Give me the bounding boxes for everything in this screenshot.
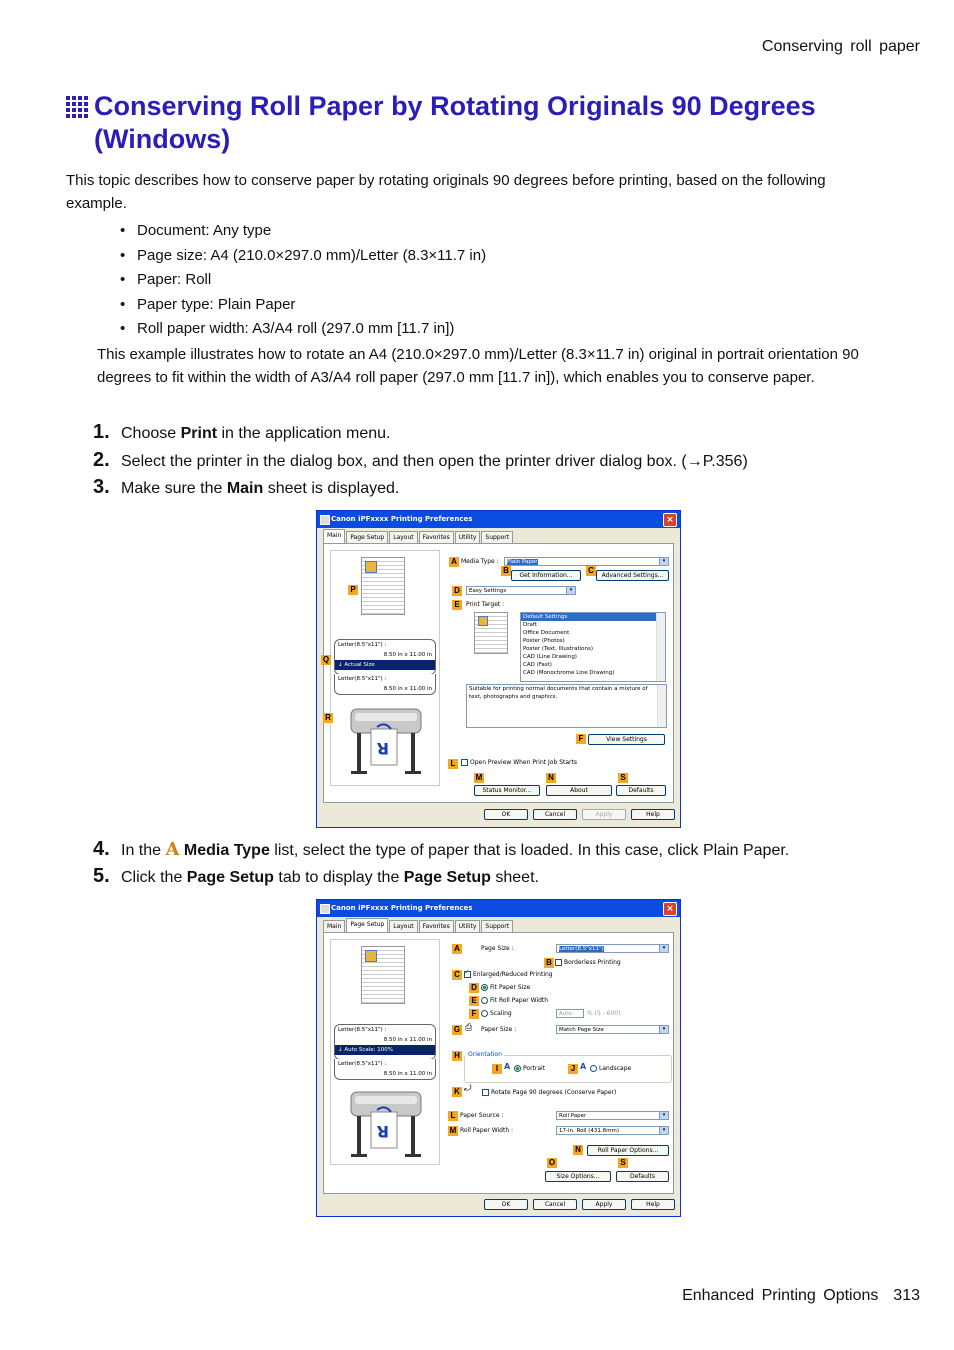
radio-selected-icon — [481, 984, 488, 991]
callout-label-c: C — [586, 566, 596, 576]
open-preview-label: Open Preview When Print Job Starts — [470, 759, 577, 766]
step-number: 3. — [93, 476, 110, 498]
step-text: in the application menu. — [217, 425, 391, 442]
checkbox-icon — [555, 959, 562, 966]
scrollbar[interactable] — [657, 685, 666, 727]
borderless-checkbox[interactable] — [555, 959, 621, 967]
radio-icon — [481, 997, 488, 1004]
tab-main[interactable]: Main — [323, 920, 345, 932]
scaling-range: % (5 - 600) — [587, 1010, 621, 1017]
list-item[interactable]: CAD (Line Drawing) — [523, 654, 577, 660]
step-text: sheet is displayed. — [263, 480, 400, 497]
example-paragraph: This example illustrates how to rotate an A4 (210.0×297.0 mm)/Letter (8.3×11.7 in) original in portrait orientation 90 degrees to fit within the width of A3/A4 roll paper (297.0 mm [11.7 in]), which enables you to conserve paper. — [97, 346, 859, 386]
printer-illustration — [341, 1082, 431, 1162]
step-5 — [93, 865, 539, 889]
roll-width-value: 17-in. Roll (431.8mm) — [559, 1128, 619, 1134]
fit-paper-label: Fit Paper Size — [490, 984, 531, 991]
ok-button[interactable]: OK — [484, 809, 528, 820]
radio-icon — [481, 1010, 488, 1017]
callout-label-r: R — [323, 713, 333, 723]
portrait-radio[interactable] — [514, 1065, 545, 1073]
open-preview-checkbox[interactable] — [461, 759, 577, 767]
fit-roll-width-radio[interactable] — [481, 997, 548, 1005]
tab-support[interactable]: Support — [481, 531, 513, 543]
list-item[interactable]: Poster (Text, Illustrations) — [523, 646, 594, 652]
view-settings-button[interactable]: View Settings — [588, 734, 665, 745]
landscape-label: Landscape — [599, 1065, 632, 1072]
callout-label-o: O — [548, 1158, 556, 1167]
dialog-title: Canon iPFxxxx Printing Preferences — [331, 904, 473, 912]
step-number: 4. — [93, 838, 110, 860]
print-target-label: Print Target : — [466, 601, 505, 608]
scaling-label: Scaling — [490, 1010, 512, 1017]
image-placeholder-icon — [478, 616, 488, 626]
callout-label-d: D — [469, 983, 479, 993]
apply-button[interactable]: Apply — [582, 1199, 626, 1210]
callout-label-k: K — [452, 1087, 462, 1097]
tab-page-setup[interactable]: Page Setup — [346, 918, 388, 932]
help-button[interactable]: Help — [631, 1199, 675, 1210]
chevron-down-icon: ▾ — [659, 558, 668, 565]
list-item[interactable]: CAD (Monochrome Line Drawing) — [523, 670, 615, 676]
size-info-box — [334, 1024, 436, 1060]
callout-label-j: J — [568, 1064, 578, 1074]
page-size-select[interactable] — [556, 944, 669, 953]
description-text: Suitable for printing normal documents that contain a mixture of text, photographs and graphics. — [469, 686, 648, 700]
fit-paper-size-radio[interactable] — [481, 984, 530, 992]
print-preview-area — [330, 550, 440, 786]
get-information-button[interactable]: Get Information... — [511, 570, 581, 581]
callout-label-f: F — [469, 1009, 479, 1019]
tab-layout[interactable]: Layout — [389, 531, 417, 543]
paper-source-label: Paper Source : — [460, 1112, 504, 1119]
status-monitor-button[interactable]: Status Monitor... — [474, 785, 540, 796]
page-size-value: Letter(8.5"x11") — [559, 946, 604, 952]
callout-label-h: H — [452, 1051, 462, 1061]
list-item[interactable]: Draft — [523, 622, 537, 628]
checkbox-checked-icon — [464, 971, 471, 978]
step-number: 1. — [93, 421, 110, 443]
chevron-down-icon: ▾ — [659, 945, 668, 952]
paper-source-select[interactable] — [556, 1111, 669, 1120]
callout-letter-a: A — [165, 839, 180, 860]
list-item[interactable]: Default Settings — [521, 613, 665, 621]
enlarged-label: Enlarged/Reduced Printing — [473, 971, 553, 978]
callout-label-m: M — [449, 1126, 457, 1135]
step-number: 2. — [93, 449, 110, 471]
borderless-label: Borderless Printing — [564, 959, 621, 966]
callout-label-s: S — [618, 773, 628, 783]
printing-preferences-dialog-main — [316, 510, 681, 828]
print-target-thumbnail — [474, 612, 508, 654]
portrait-icon: A — [504, 1062, 511, 1071]
running-header: Conserving roll paper — [761, 38, 920, 55]
callout-label-n: N — [546, 773, 556, 783]
page-preview-thumbnail — [361, 946, 405, 1004]
fit-roll-label: Fit Roll Paper Width — [490, 997, 549, 1004]
image-placeholder-icon — [365, 561, 377, 573]
step-bold: Media Type — [179, 842, 270, 859]
callout-label-p: P — [348, 585, 358, 595]
tab-favorites[interactable]: Favorites — [419, 920, 454, 932]
easy-settings-value: Easy Settings — [469, 588, 507, 594]
checkbox-icon — [482, 1089, 489, 1096]
media-type-select[interactable] — [504, 557, 669, 566]
step-text: Make sure the — [121, 480, 227, 497]
print-preview-area — [330, 939, 440, 1165]
callout-label-a: A — [449, 557, 459, 567]
bullet-roll-width: • Roll paper width: A3/A4 roll (297.0 mm [11.7 in]) — [120, 317, 486, 342]
list-item[interactable]: Poster (Photos) — [523, 638, 565, 644]
image-placeholder-icon — [365, 950, 377, 962]
output-size-label: Letter(8.5"x11") : — [338, 1061, 387, 1067]
advanced-settings-button[interactable]: Advanced Settings... — [596, 570, 669, 581]
help-button[interactable]: Help — [631, 809, 675, 820]
step-2 — [93, 449, 748, 473]
media-type-value: Plain Paper — [507, 559, 538, 565]
step-3 — [93, 476, 399, 500]
callout-label-f: F — [576, 734, 586, 744]
footer-section: Enhanced Printing Options — [682, 1287, 879, 1304]
paper-size-icon: ⎙ — [465, 1023, 473, 1033]
page-setup-sheet-panel — [323, 932, 674, 1194]
section-grid-icon — [66, 96, 88, 118]
dialog-title: Canon iPFxxxx Printing Preferences — [331, 515, 473, 523]
callout-label-i: I — [492, 1064, 502, 1074]
landscape-icon: A — [580, 1062, 587, 1071]
size-info-box — [334, 639, 436, 675]
intro-paragraph: This topic describes how to conserve paper by rotating originals 90 degrees before printing, based on the following example. — [66, 172, 826, 212]
output-size-value: 8.50 in x 11.00 in — [383, 686, 432, 692]
scale-mode-text: Actual Size — [344, 662, 375, 668]
scaling-input[interactable] — [556, 1009, 584, 1018]
tab-support[interactable]: Support — [481, 920, 513, 932]
scrollbar[interactable] — [656, 613, 665, 681]
close-icon[interactable]: × — [663, 513, 677, 527]
callout-label-n: N — [573, 1145, 583, 1155]
easy-settings-select[interactable] — [466, 586, 576, 595]
bullet-paper: • Paper: Roll — [120, 268, 486, 293]
step-bold: Page Setup — [186, 869, 274, 886]
tab-bar — [323, 920, 514, 932]
callout-label-e: E — [452, 600, 462, 610]
output-size-box — [334, 1059, 436, 1080]
enlarged-reduced-checkbox[interactable] — [464, 971, 553, 979]
svg-text:R: R — [376, 1122, 389, 1141]
page-title: Conserving Roll Paper by Rotating Originals 90 Degrees (Windows) — [94, 91, 816, 154]
callout-label-b: B — [544, 958, 554, 968]
roll-paper-options-button[interactable]: Roll Paper Options... — [587, 1145, 669, 1156]
paper-source-value: Roll Paper — [559, 1113, 587, 1119]
chevron-down-icon: ▾ — [659, 1026, 668, 1033]
tab-main[interactable]: Main — [323, 529, 345, 543]
printer-illustration — [341, 699, 431, 779]
tab-bar — [323, 531, 514, 543]
print-target-list[interactable] — [520, 612, 666, 682]
rotate-page-label: Rotate Page 90 degrees (Conserve Paper) — [491, 1089, 617, 1096]
tab-page-setup[interactable]: Page Setup — [346, 531, 388, 543]
dialog-titlebar — [317, 511, 680, 528]
step-text: Click the — [121, 869, 187, 886]
step-text: In the — [121, 842, 166, 859]
original-size-label: Letter(8.5"x11") : — [338, 642, 387, 648]
rotate-page-icon: ⤾ — [464, 1084, 472, 1094]
defaults-button[interactable]: Defaults — [616, 785, 666, 796]
chevron-down-icon: ▾ — [566, 587, 575, 594]
radio-icon — [590, 1065, 597, 1072]
ok-button[interactable]: OK — [484, 1199, 528, 1210]
callout-label-a: A — [452, 944, 462, 954]
step-number: 5. — [93, 865, 110, 887]
dialog-titlebar — [317, 900, 680, 917]
printing-preferences-dialog-page-setup — [316, 899, 681, 1217]
page-size-label: Page Size : — [481, 945, 514, 952]
step-text: Select the printer in the dialog box, and then open the printer driver dialog box. (→P.356) — [121, 453, 748, 470]
orientation-group-title: Orientation — [468, 1051, 502, 1058]
chevron-down-icon: ▾ — [659, 1112, 668, 1119]
example-bullet-list — [120, 219, 486, 342]
bullet-document: • Document: Any type — [120, 219, 486, 244]
callout-label-g: G — [453, 1025, 461, 1034]
auto-scale-row: ↓ Auto Scale: 100% — [335, 1045, 435, 1055]
tab-utility[interactable]: Utility — [455, 920, 481, 932]
callout-label-b: B — [501, 566, 511, 576]
bullet-paper-type: • Paper type: Plain Paper — [120, 293, 486, 318]
step-text: Choose — [121, 425, 181, 442]
tab-utility[interactable]: Utility — [455, 531, 481, 543]
about-button[interactable]: About — [546, 785, 612, 796]
tab-favorites[interactable]: Favorites — [419, 531, 454, 543]
scale-mode-text: Auto Scale: 100% — [344, 1047, 393, 1053]
list-item[interactable]: Office Document — [523, 630, 570, 636]
output-size-box — [334, 674, 436, 695]
step-bold: Main — [226, 480, 264, 497]
cancel-button[interactable]: Cancel — [533, 1199, 577, 1210]
scaling-radio[interactable] — [481, 1010, 512, 1018]
list-item[interactable]: CAD (Fast) — [523, 662, 552, 668]
printer-app-icon — [320, 904, 330, 914]
description-box — [466, 684, 667, 728]
page-number: 313 — [893, 1287, 920, 1304]
actual-size-row: ↓ Actual Size — [335, 660, 435, 670]
roll-width-select[interactable] — [556, 1126, 669, 1135]
paper-size-value: Match Page Size — [559, 1027, 604, 1033]
rotate-page-checkbox[interactable] — [482, 1089, 616, 1097]
close-icon[interactable]: × — [663, 902, 677, 916]
step-1 — [93, 421, 391, 445]
roll-width-label: Roll Paper Width : — [460, 1127, 514, 1134]
radio-selected-icon — [514, 1065, 521, 1072]
paper-size-label: Paper Size : — [481, 1026, 517, 1033]
bullet-page-size: • Page size: A4 (210.0×297.0 mm)/Letter (8.3×11.7 in) — [120, 244, 486, 269]
original-size-label: Letter(8.5"x11") : — [338, 1027, 387, 1033]
step-bold: Print — [180, 425, 218, 442]
scaling-value: Auto — [559, 1011, 572, 1017]
callout-label-q: Q — [322, 655, 330, 664]
page-preview-thumbnail — [361, 557, 405, 615]
size-options-button[interactable]: Size Options... — [545, 1171, 611, 1182]
defaults-button[interactable]: Defaults — [616, 1171, 669, 1182]
step-bold: Page Setup — [403, 869, 491, 886]
chevron-down-icon: ▾ — [659, 1127, 668, 1134]
output-size-label: Letter(8.5"x11") : — [338, 676, 387, 682]
original-size-value: 8.50 in x 11.00 in — [383, 652, 432, 658]
tab-layout[interactable]: Layout — [389, 920, 417, 932]
apply-button[interactable]: Apply — [582, 809, 626, 820]
original-size-value: 8.50 in x 11.00 in — [383, 1037, 432, 1043]
callout-label-l: L — [448, 1111, 458, 1121]
step-text: sheet. — [490, 869, 539, 886]
callout-label-l: L — [448, 759, 458, 769]
media-type-label: Media Type : — [461, 558, 499, 565]
main-sheet-panel — [323, 543, 674, 803]
landscape-radio[interactable] — [590, 1065, 631, 1073]
callout-label-c: C — [452, 970, 462, 980]
printer-app-icon — [320, 515, 330, 525]
checkbox-icon — [461, 759, 468, 766]
cancel-button[interactable]: Cancel — [533, 809, 577, 820]
callout-label-s: S — [618, 1158, 628, 1168]
portrait-label: Portrait — [523, 1065, 546, 1072]
svg-text:R: R — [376, 739, 389, 758]
step-4 — [93, 838, 789, 862]
callout-label-e: E — [469, 996, 479, 1006]
page-footer — [682, 1287, 920, 1305]
paper-size-select[interactable] — [556, 1025, 669, 1034]
output-size-value: 8.50 in x 11.00 in — [383, 1071, 432, 1077]
step-text: list, select the type of paper that is loaded. In this case, click Plain Paper. — [269, 842, 790, 859]
step-text: tab to display the — [273, 869, 404, 886]
callout-label-d: D — [452, 586, 462, 596]
callout-label-m: M — [475, 773, 483, 782]
